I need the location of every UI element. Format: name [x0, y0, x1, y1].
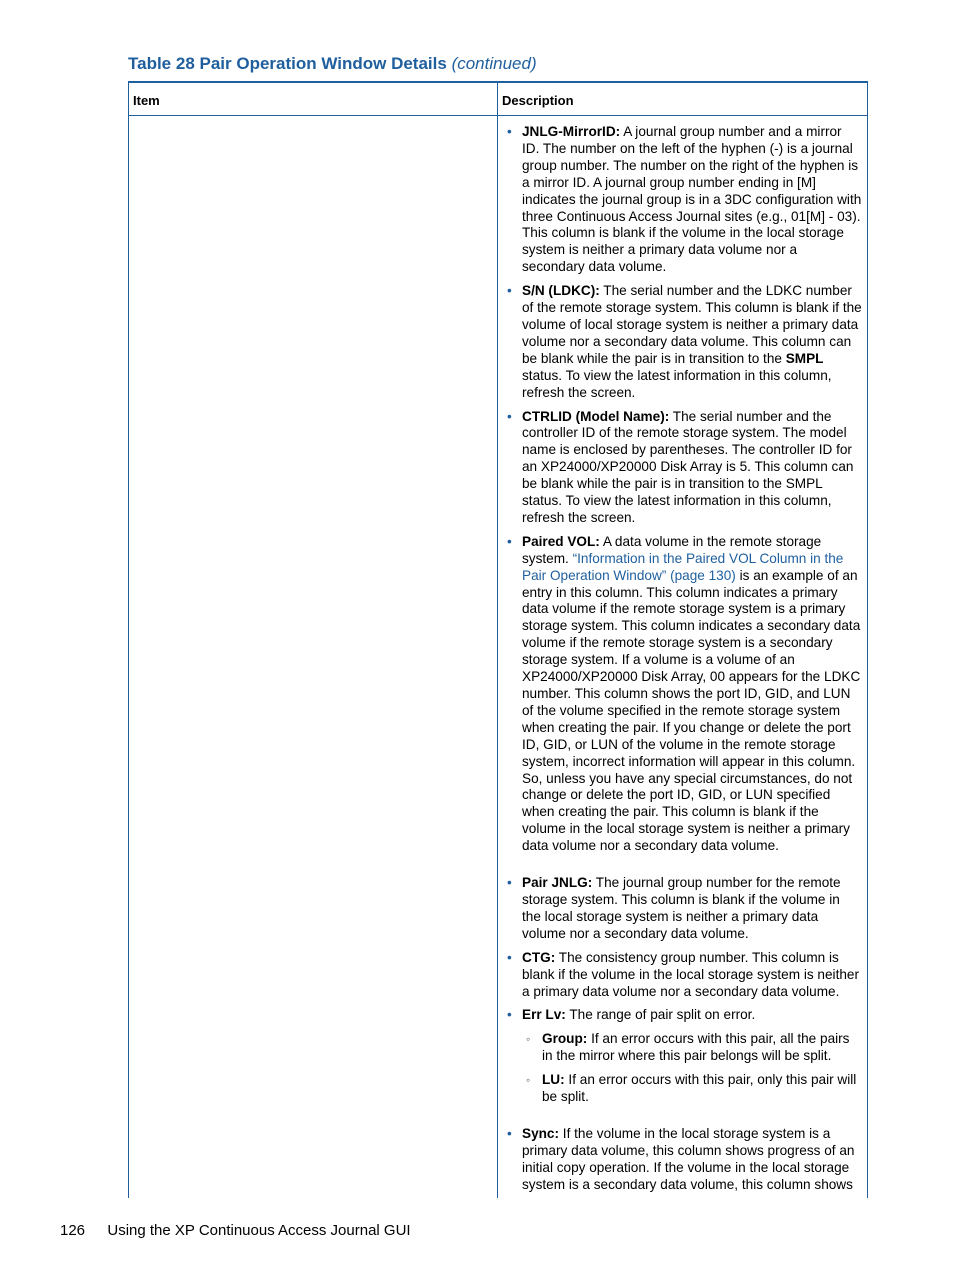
header-description: Description — [502, 93, 574, 108]
page-number: 126 — [60, 1222, 86, 1239]
caption-label: Table 28 Pair Operation Window Details — [128, 54, 447, 73]
list-item-term: S/N (LDKC): — [522, 283, 600, 299]
list-item-text: status. To view the latest information in this column, refresh the screen. — [522, 367, 832, 400]
list-item — [502, 409, 862, 527]
list-item-bold: SMPL — [785, 350, 824, 366]
sub-list-item-term: Group: — [542, 1031, 588, 1047]
list-item-text: is an example of an entry in this column. This column indicates a primary data volume if the remote storage system is a primary storage system. This column indicates a secondary data volume if the remote storage system is a secondary storage system. If a volume is a volume of an XP24000/XP20000 Disk Array, 00 appears for the LDKC number. This column shows the port ID, GID, and LUN of the volume specified in the remote storage system when creating the pair. If you change or delete the port ID, GID, or LUN of the volume in the remote storage system, incorrect information will appear in this column. So, unless you have any special circumstances, do not change or delete the port ID, GID, or LUN specified when creating the pair. This column is blank if the volume in the local storage system is neither a primary data volume nor a secondary data volume. — [522, 567, 861, 854]
list-item-term: Err Lv: — [522, 1007, 566, 1023]
list-item-text: The serial number and the controller ID of the remote storage system. The model name is enclosed by parentheses. The controller ID for an XP24000/XP20000 Disk Array is 5. This column can be blank while the pair is in transition to the SMPL status. To view the latest information in this column, refresh the screen. — [522, 408, 854, 525]
list-item — [502, 1007, 862, 1024]
sub-list-item — [502, 1031, 862, 1065]
list-item-term: Sync: — [522, 1125, 560, 1141]
sub-list-item — [502, 1072, 862, 1106]
sub-list-item-text: If an error occurs with this pair, all the pairs in the mirror where this pair belongs will be split. — [542, 1031, 850, 1064]
list-item — [502, 1126, 862, 1194]
page-footer — [60, 1222, 411, 1239]
description-cell — [502, 124, 862, 1201]
list-item-term: CTRLID (Model Name): — [522, 408, 670, 424]
list-item-text: The journal group number for the remote storage system. This column is blank if the volume in the local storage system is neither a primary data volume nor a secondary data volume. — [522, 875, 841, 941]
list-item — [502, 124, 862, 276]
list-item-text: The consistency group number. This column is blank if the volume in the local storage system is neither a primary data volume nor a secondary data volume. — [522, 949, 859, 999]
list-item-term: Pair JNLG: — [522, 875, 593, 891]
list-item-text: The range of pair split on error. — [565, 1007, 756, 1023]
sub-list-item-term: LU: — [542, 1072, 565, 1088]
table-left-border — [128, 83, 129, 1198]
table-top-rule — [128, 81, 868, 83]
table-column-divider — [497, 83, 498, 1198]
sub-list-item-text: If an error occurs with this pair, only this pair will be split. — [542, 1072, 857, 1105]
list-item-term: Paired VOL: — [522, 533, 600, 549]
cross-reference-link[interactable]: “Information in the Paired VOL Column in the Pair Operation Window” (page 130) — [522, 550, 844, 583]
table-caption — [128, 54, 537, 74]
list-item-text: The serial number and the LDKC number of the remote storage system. This column is blank if the volume of local storage system is neither a primary data volume nor a secondary data volume. This column can be blank while the pair is in transition to the — [522, 283, 862, 366]
list-item — [502, 875, 862, 943]
list-item — [502, 283, 862, 401]
list-item — [502, 534, 862, 855]
list-item — [502, 950, 862, 1001]
list-item-text: If the volume in the local storage system is a primary data volume, this column shows progress of an initial copy operation. If the volume in the local storage system is a secondary data volume, this column shows — [522, 1125, 855, 1192]
caption-continued: (continued) — [451, 54, 537, 73]
table-header-rule — [128, 115, 868, 116]
table-right-border — [867, 83, 868, 1198]
header-item: Item — [133, 93, 160, 108]
list-item-term: JNLG-MirrorID: — [522, 124, 621, 139]
list-item-text: A journal group number and a mirror ID. The number on the left of the hyphen (-) is a journal group number. The number on the right of the hyphen is a mirror ID. A journal group number ending in [M] indicates the journal group is in a 3DC configuration with three Continuous Access Journal sites (e.g., 01[M] - 03). This column is blank if the volume in the local storage system is neither a primary data volume nor a secondary data volume. — [522, 124, 862, 275]
list-item-text: A data volume in the remote storage system. — [522, 533, 822, 566]
chapter-title: Using the XP Continuous Access Journal GUI — [107, 1222, 411, 1239]
details-table — [128, 81, 868, 1198]
list-item-term: CTG: — [522, 949, 556, 965]
